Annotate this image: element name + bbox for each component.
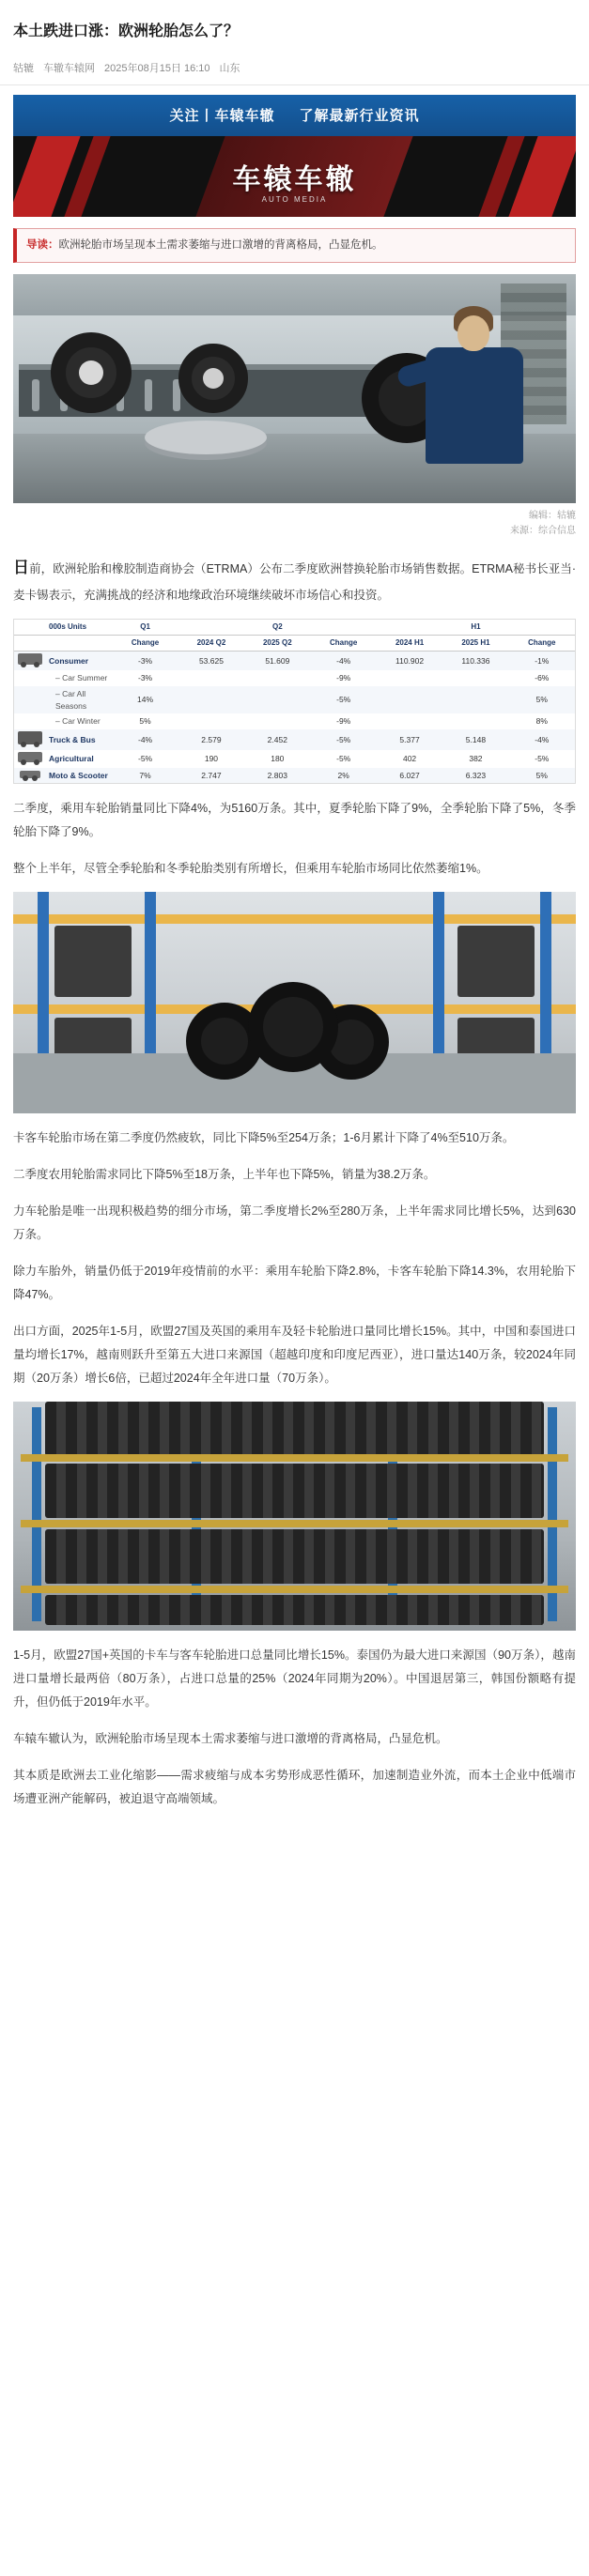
tractor-icon	[18, 752, 42, 762]
table-col-1: 2024 Q2	[178, 636, 244, 652]
table-row	[14, 750, 575, 768]
row-icon-cell	[14, 670, 46, 686]
meta-source-label: 轱辘	[13, 62, 34, 74]
lead-box	[13, 228, 576, 264]
table-row	[14, 768, 575, 784]
table-col-6: Change	[509, 636, 575, 652]
table-row	[14, 670, 575, 686]
row-cell	[377, 670, 442, 686]
row-cell	[442, 713, 508, 729]
photo-tyre-stack	[54, 926, 132, 997]
table-row	[14, 729, 575, 750]
row-cell: 51.609	[265, 655, 290, 666]
photo-factory-worker	[13, 274, 576, 503]
row-cell	[178, 670, 244, 686]
shelf-beam	[21, 1586, 568, 1593]
row-icon-cell	[14, 750, 46, 768]
photo-worker-head	[457, 315, 489, 351]
row-label: – Car Summer	[55, 673, 108, 683]
paragraph-6: 力车轮胎是唯一出现积极趋势的细分市场，第二季度增长2%至280万条，上半年需求同比增长5%，达到630万条。	[13, 1204, 576, 1242]
row-cell	[442, 670, 508, 686]
row-cell	[244, 713, 310, 729]
row-cell: 2.452	[267, 734, 287, 744]
table-icon-col	[14, 636, 46, 652]
meta-date: 2025年08月15日 16:10	[104, 62, 210, 74]
car-icon	[18, 653, 42, 665]
photo-post	[433, 892, 444, 1053]
row-cell: 5%	[535, 770, 548, 780]
table-row	[14, 686, 575, 714]
photo-tyre-shelves	[13, 1402, 576, 1631]
row-icon-cell	[14, 686, 46, 714]
table-col-5: 2025 H1	[442, 636, 508, 652]
row-icon-cell	[14, 768, 46, 784]
shelf-beam	[21, 1454, 568, 1462]
conveyor-roller	[32, 379, 39, 411]
row-cell: 8%	[535, 716, 548, 727]
paragraph-3: 整个上半年，尽管全季轮胎和冬季轮胎类别有所增长，但乘用车轮胎市场同比依然萎缩1%。	[13, 862, 488, 876]
row-cell: 190	[204, 753, 219, 763]
table-blank-col	[46, 636, 112, 652]
article-meta	[0, 60, 589, 84]
meta-site[interactable]: 车辙车辕网	[43, 62, 95, 74]
page-title: 本土跌进口涨：欧洲轮胎怎么了？	[13, 23, 240, 39]
table-group-q2: Q2	[178, 620, 377, 636]
row-cell	[442, 686, 508, 714]
photo-tyre-row	[45, 1464, 544, 1518]
row-label: – Car All Seasons	[55, 688, 87, 711]
row-label: Truck & Bus	[49, 734, 96, 744]
row-cell	[377, 713, 442, 729]
row-cell: -5%	[535, 753, 550, 763]
row-label: Agricultural	[49, 753, 94, 763]
photo-tyre	[51, 332, 132, 413]
photo-tyre-row	[45, 1595, 544, 1625]
row-cell: 6.323	[465, 770, 487, 780]
meta-location: 山东	[219, 62, 240, 74]
photo-tyre	[248, 982, 338, 1072]
row-cell: -4%	[535, 734, 550, 744]
row-icon-cell	[14, 713, 46, 729]
row-cell: -5%	[336, 734, 351, 744]
photo-post	[145, 892, 156, 1053]
paragraph-8: 出口方面，2025年1-5月，欧盟27国及英国的乘用车及轻卡轮胎进口量同比增长15%。其中，中国和泰国进口量均增长17%，越南则跃升至第五大进口来源国（超越印度和印度尼西亚），进口量达140万条，较2024年同期（20万条）增长6倍，已超过2024年全年进口量（70万条）。	[13, 1325, 576, 1386]
table-group-h1: H1	[377, 620, 575, 636]
table-column-header-row	[14, 636, 575, 652]
table-col-0: Change	[112, 636, 178, 652]
paragraph-11: 其本质是欧洲去工业化缩影——需求疲缩与成本劣势形成恶性循环，加速制造业外流，而本土企业中低端市场遭亚洲产能解码，被迫退守高端领域。	[13, 1769, 576, 1806]
row-cell: 14%	[137, 695, 154, 705]
row-cell: -3%	[138, 655, 153, 666]
paragraph-1-text: 前，欧洲轮胎和橡胶制造商协会（ETRMA）公布二季度欧洲替换轮胎市场销售数据。ETRMA秘书长亚当·麦卡锡表示，充满挑战的经济和地缘政治环境继续破坏市场信心和投资。	[13, 562, 577, 603]
row-cell	[244, 670, 310, 686]
photo-post	[540, 892, 551, 1053]
table-row	[14, 713, 575, 729]
row-label: Moto & Scooter	[49, 770, 108, 780]
logo-text: 车辕车辙	[232, 163, 357, 195]
row-cell: 6.027	[399, 770, 420, 780]
table-row	[14, 652, 575, 670]
row-cell: -5%	[336, 753, 351, 763]
photo-worker-body	[426, 347, 523, 464]
row-cell: 5.377	[399, 734, 420, 744]
table-group-q1: Q1	[112, 620, 178, 636]
shelf-beam	[21, 1520, 568, 1527]
row-cell: -5%	[336, 695, 351, 705]
drop-cap: 日	[13, 559, 30, 577]
photo-warehouse	[13, 892, 576, 1113]
row-cell: -4%	[138, 734, 153, 744]
follow-banner[interactable]	[13, 95, 576, 136]
row-cell: 5%	[535, 695, 548, 705]
row-cell: -1%	[535, 655, 550, 666]
row-cell: 180	[271, 753, 285, 763]
credit-editor: 编辑：轱辘	[529, 511, 576, 522]
etrma-data-table	[13, 619, 576, 784]
header-divider	[0, 84, 589, 85]
banner-right-text: 了解最新行业资讯	[299, 108, 420, 125]
row-cell: 53.625	[198, 655, 224, 666]
moto-icon	[20, 771, 40, 778]
logo-subtitle: AUTO MEDIA	[261, 194, 328, 204]
table-head	[14, 620, 575, 652]
paragraph-4: 卡客车轮胎市场在第二季度仍然疲软，同比下降5%至254万条；1-6月累计下降了4%至510万条。	[13, 1131, 515, 1145]
photo-tyre-row	[45, 1402, 544, 1456]
row-cell: -4%	[336, 655, 351, 666]
row-cell: -5%	[138, 753, 153, 763]
row-icon-cell	[14, 652, 46, 670]
row-cell: 110.336	[461, 655, 490, 666]
row-cell: -6%	[535, 673, 550, 683]
table-icon-col	[14, 620, 46, 636]
banner-left-text: 关注丨车辕车辙	[169, 108, 275, 125]
row-cell: 2.803	[267, 770, 287, 780]
table-col-3: Change	[311, 636, 377, 652]
truck-icon	[18, 731, 42, 744]
paragraph-2: 二季度，乘用车轮胎销量同比下降4%，为5160万条。其中，夏季轮胎下降了9%，全季轮胎下降了5%，冬季轮胎下降了9%。	[13, 802, 576, 839]
article-page	[0, 10, 589, 1829]
row-icon-cell	[14, 729, 46, 750]
conveyor-roller	[145, 379, 152, 411]
row-cell: -9%	[336, 673, 351, 683]
row-cell: 7%	[139, 770, 151, 780]
photo-beam	[13, 914, 576, 924]
credit-source: 来源：综合信息	[510, 526, 576, 537]
row-cell: 382	[469, 753, 483, 763]
row-cell: 5%	[139, 716, 151, 727]
table-body	[14, 652, 575, 784]
photo-post	[38, 892, 49, 1053]
paragraph-1	[13, 552, 576, 607]
row-cell: 2%	[337, 770, 349, 780]
photo-tyre-row	[45, 1529, 544, 1584]
photo-credit	[0, 503, 589, 539]
row-cell: 5.148	[465, 734, 487, 744]
table-group-header-row	[14, 620, 575, 636]
paragraph-7: 除力车胎外，销量仍低于2019年疫情前的水平：乘用车轮胎下降2.8%，卡客车轮胎下降14.3%，农用轮胎下降47%。	[13, 1265, 576, 1302]
brand-logo	[13, 136, 576, 217]
row-cell: 2.579	[201, 734, 222, 744]
footer-spacer	[0, 1811, 589, 1828]
photo-wall	[13, 274, 576, 315]
sales-table	[14, 620, 575, 783]
row-cell: -9%	[336, 716, 351, 727]
lead-label: 导读：	[26, 238, 59, 251]
table-corner-label: 000s Units	[46, 620, 112, 636]
row-label: Consumer	[49, 655, 89, 666]
row-cell: 2.747	[201, 770, 222, 780]
paragraph-5: 二季度农用轮胎需求同比下降5%至18万条，上半年也下降5%，销量为38.2万条。	[13, 1168, 436, 1182]
table-col-2: 2025 Q2	[244, 636, 310, 652]
row-cell: 110.902	[395, 655, 425, 666]
row-cell	[178, 713, 244, 729]
row-cell	[244, 686, 310, 714]
row-cell: 402	[402, 753, 417, 763]
row-cell: -3%	[138, 673, 153, 683]
paragraph-10: 车辕车辙认为，欧洲轮胎市场呈现本土需求萎缩与进口激增的背离格局，凸显危机。	[13, 1732, 448, 1746]
table-col-4: 2024 H1	[377, 636, 442, 652]
photo-tyre	[178, 344, 248, 413]
row-label: – Car Winter	[55, 716, 101, 727]
row-cell	[178, 686, 244, 714]
row-cell	[377, 686, 442, 714]
lead-text: 欧洲轮胎市场呈现本土需求萎缩与进口激增的背离格局，凸显危机。	[58, 238, 383, 251]
photo-tyre-stack	[457, 926, 535, 997]
paragraph-9: 1-5月，欧盟27国+英国的卡车与客车轮胎进口总量同比增长15%。泰国仍为最大进口来源国（90万条），越南进口量增长最两倍（80万条），占进口总量的25%（2024年同期为20%）。中国退居第三，韩国份额略有提升，但仍低于2019年水平。	[13, 1648, 576, 1710]
